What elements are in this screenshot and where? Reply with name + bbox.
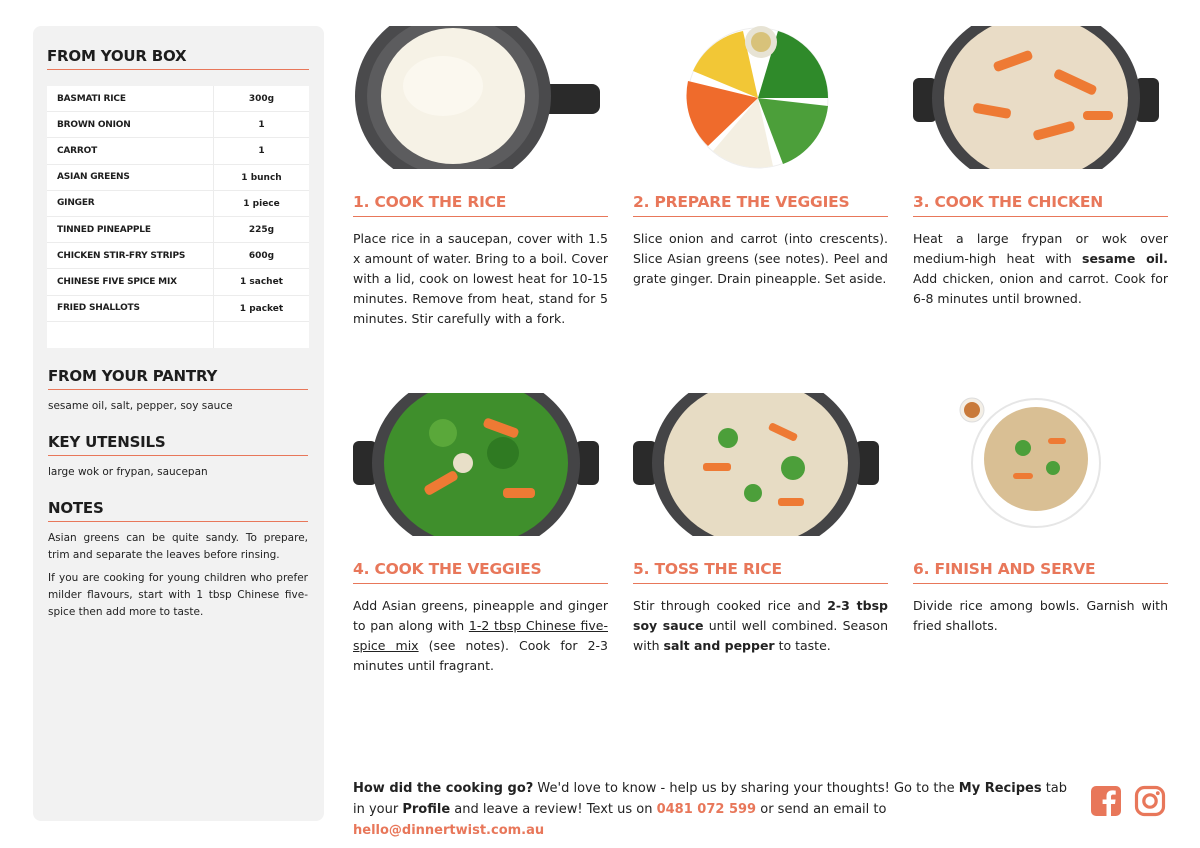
note-paragraph: If you are cooking for young children who prefer milder flavours, start with 1 tbsp Chinese five-spice then add more to taste. — [48, 572, 308, 618]
utensils-section — [48, 433, 308, 481]
chicken-wok-image — [913, 26, 1168, 169]
ingredient-qty: 300g — [213, 86, 309, 111]
step-text: Divide rice among bowls. Garnish with fried shallots. — [913, 598, 1168, 633]
table-row — [47, 296, 309, 322]
veggies-wok-image — [353, 393, 608, 536]
step-title: 2. PREPARE THE VEGGIES — [633, 193, 888, 217]
table-row — [47, 269, 309, 295]
ingredient-name: ASIAN GREENS — [57, 172, 130, 183]
profile-link[interactable]: Profile — [402, 802, 451, 817]
table-row — [47, 165, 309, 191]
pantry-section — [48, 367, 308, 415]
step-1 — [353, 26, 608, 329]
ingredient-qty: 1 piece — [213, 191, 309, 216]
table-row — [47, 243, 309, 269]
step-title: 3. COOK THE CHICKEN — [913, 193, 1168, 217]
ingredient-qty: 225g — [213, 217, 309, 242]
table-row-empty — [47, 322, 309, 348]
ingredient-name: CARROT — [57, 145, 98, 156]
ingredient-qty: 1 packet — [213, 296, 309, 321]
table-row — [47, 112, 309, 138]
ingredient-name: BASMATI RICE — [57, 93, 126, 104]
ingredient-name: FRIED SHALLOTS — [57, 303, 140, 314]
ingredients-sidebar — [33, 26, 324, 821]
step-5 — [633, 393, 888, 656]
utensils-text: large wok or frypan, saucepan — [48, 466, 208, 478]
step-title: 1. COOK THE RICE — [353, 193, 608, 217]
step-title: 5. TOSS THE RICE — [633, 560, 888, 584]
step-title: 6. FINISH AND SERVE — [913, 560, 1168, 584]
prepared-veggies-image — [633, 26, 888, 169]
step-2 — [633, 26, 888, 289]
box-ingredients-table — [47, 86, 309, 348]
feedback-footer: How did the cooking go? We'd love to know - help us by sharing your thoughts! Go to the My Recipes tab in your Profile and leave a review! Text us on 0481 072 599 or send an email to hello@dinnertwist.com.au — [353, 781, 1068, 838]
ingredient-qty: 1 bunch — [213, 165, 309, 190]
step-text: Slice onion and carrot (into crescents). Slice Asian greens (see notes). Peel and grate ginger. Drain pineapple. Set aside. — [633, 231, 888, 286]
ingredient-qty: 1 — [213, 112, 309, 137]
notes-title: NOTES — [48, 499, 308, 522]
step-title: 4. COOK THE VEGGIES — [353, 560, 608, 584]
ingredient-name: TINNED PINEAPPLE — [57, 224, 151, 235]
ingredient-qty: 1 — [213, 138, 309, 163]
ingredient-name: GINGER — [57, 198, 95, 209]
ingredient-name: CHICKEN STIR-FRY STRIPS — [57, 250, 186, 261]
pantry-title: FROM YOUR PANTRY — [48, 367, 308, 390]
table-row — [47, 217, 309, 243]
ingredient-name: BROWN ONION — [57, 119, 131, 130]
note-paragraph: Asian greens can be quite sandy. To prepare, trim and separate the leaves before rinsing. — [48, 532, 308, 561]
rice-toss-wok-image — [633, 393, 888, 536]
table-row — [47, 191, 309, 217]
served-bowl-image — [913, 393, 1168, 536]
step-6 — [913, 393, 1168, 636]
step-text: Stir through cooked rice and 2-3 tbsp soy sauce until well combined. Season with salt and pepper to taste. — [633, 598, 888, 653]
step-text: Place rice in a saucepan, cover with 1.5 x amount of water. Bring to a boil. Cover with a lid, cook on lowest heat for 10-15 minutes. Remove from heat, stand for 5 minutes. Stir carefully with a fork. — [353, 231, 608, 326]
step-text: Add Asian greens, pineapple and ginger to pan along with 1-2 tbsp Chinese five-spice mix (see notes). Cook for 2-3 minutes until fragrant. — [353, 598, 608, 673]
step-text: Heat a large frypan or wok over medium-high heat with sesame oil. Add chicken, onion and carrot. Cook for 6-8 minutes until browned. — [913, 231, 1168, 306]
utensils-title: KEY UTENSILS — [48, 433, 308, 456]
step-3 — [913, 26, 1168, 309]
ingredient-qty: 600g — [213, 243, 309, 268]
phone-number-link[interactable]: 0481 072 599 — [656, 802, 757, 817]
ingredient-qty: 1 sachet — [213, 269, 309, 294]
my-recipes-link[interactable]: My Recipes — [958, 781, 1042, 796]
pantry-text: sesame oil, salt, pepper, soy sauce — [48, 400, 233, 412]
step-4 — [353, 393, 608, 676]
email-link[interactable]: hello@dinnertwist.com.au — [353, 823, 545, 838]
feedback-question: How did the cooking go? — [353, 781, 534, 796]
table-row — [47, 138, 309, 164]
rice-saucepan-image — [353, 26, 608, 169]
ingredient-name: CHINESE FIVE SPICE MIX — [57, 276, 177, 287]
facebook-icon[interactable] — [1090, 785, 1122, 817]
notes-section — [48, 499, 308, 621]
table-row — [47, 86, 309, 112]
from-your-box-title: FROM YOUR BOX — [47, 47, 309, 70]
instagram-icon[interactable] — [1134, 785, 1166, 817]
